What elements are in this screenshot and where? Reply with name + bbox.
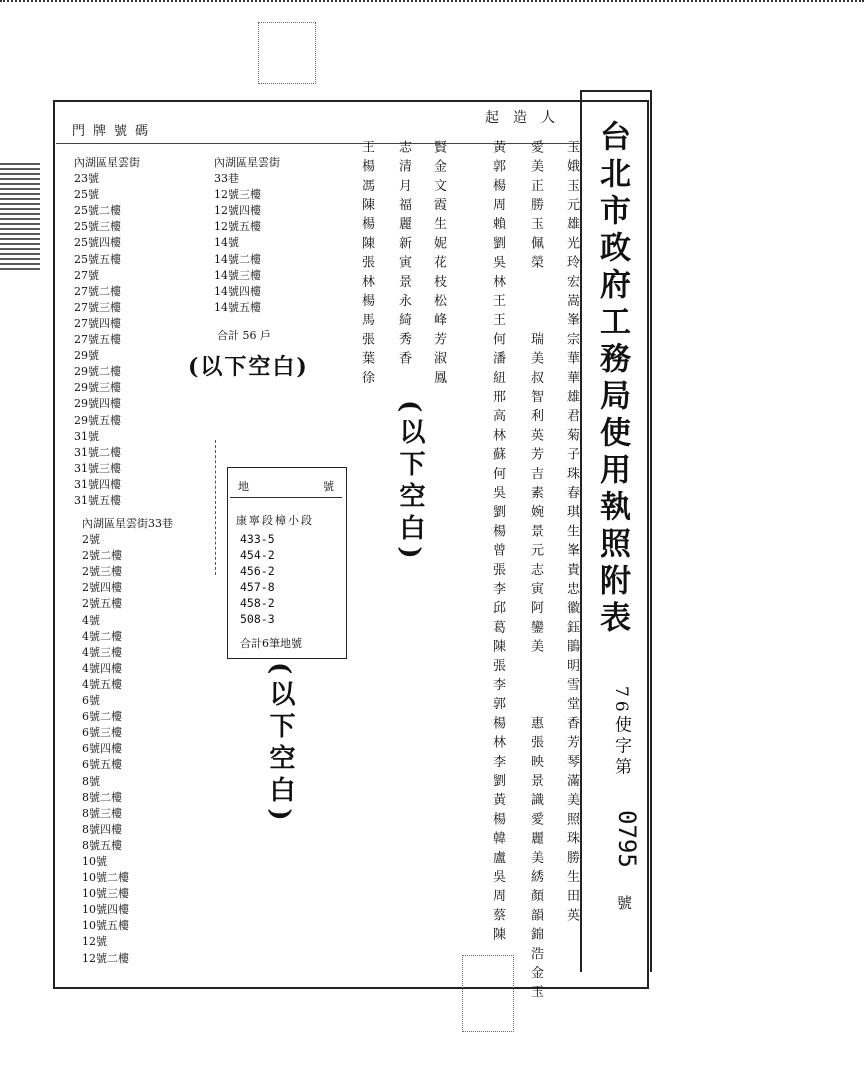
stamp-bottom xyxy=(462,955,514,1032)
address-line: 4號五樓 xyxy=(82,677,122,691)
address-line: 14號五樓 xyxy=(214,300,261,314)
blank-note-horizontal: (以下空白) xyxy=(188,354,309,380)
builder-column-6: 王楊馮陳楊陳張林楊馬張葉徐 xyxy=(359,140,374,390)
land-rows xyxy=(240,531,275,627)
land-number-row: 456-2 xyxy=(240,564,275,578)
address-line: 25號三樓 xyxy=(74,220,121,234)
address-line: 8號四樓 xyxy=(82,822,122,836)
builder-column-2: 愛美正勝玉佩榮 瑞美叔智利英芳吉素婉景元志寅阿鑾美 惠張映景識愛麗美綉顏韻錦浩金玉 xyxy=(528,140,543,1004)
address-line: 10號 xyxy=(82,854,107,868)
address-line: 4號二樓 xyxy=(82,629,122,643)
address-line: 6號三樓 xyxy=(82,726,122,740)
total-households: 合計 56 戶 xyxy=(217,329,271,342)
blank-note-vertical-2: (以下空白) xyxy=(395,400,425,565)
address-line: 8號三樓 xyxy=(82,806,122,820)
address-line: 31號五樓 xyxy=(74,493,121,507)
top-scan-edge xyxy=(0,0,864,6)
address-line: 6號四樓 xyxy=(82,742,122,756)
address-line: 12號五樓 xyxy=(214,220,261,234)
address-line: 12號二樓 xyxy=(82,951,129,965)
address-line: 25號 xyxy=(74,188,99,202)
address-line: 12號三樓 xyxy=(214,188,261,202)
builder-column-1: 玉娥玉元雄光玲宏嵩峯宗華華雄君菊子珠春琪生峯貴忠徽鈺鵑明雪堂香芳琴滿美照珠勝生田英 xyxy=(564,140,579,928)
left-scan-mark xyxy=(0,160,40,270)
address-line: 2號五樓 xyxy=(82,597,122,611)
address-line: 8號五樓 xyxy=(82,838,122,852)
address-line: 4號四樓 xyxy=(82,661,122,675)
permit-suffix: 號 xyxy=(617,894,633,912)
address-line: 14號二樓 xyxy=(214,252,261,266)
address-line: 12號 xyxy=(82,935,107,949)
land-total: 合計6筆地號 xyxy=(240,637,302,650)
address-line: 29號四樓 xyxy=(74,397,121,411)
land-header-right: 號 xyxy=(323,480,334,493)
address-line: 8號 xyxy=(82,774,100,788)
builder-column-3: 黃郭楊周賴劉吳林王王何潘紐邢高林蘇何吳劉楊曾張李邱葛陳張李郭楊林李劉黃楊韓盧吳周蔡陳 xyxy=(490,140,505,947)
land-number-row: 508-3 xyxy=(240,612,275,626)
land-number-table xyxy=(227,467,347,659)
address-line: 10號三樓 xyxy=(82,887,129,901)
address-line: 10號五樓 xyxy=(82,919,129,933)
address-line: 14號三樓 xyxy=(214,268,261,282)
address-line: 31號 xyxy=(74,429,99,443)
address-line: 2號 xyxy=(82,533,100,547)
address-line: 內湖區星雲街 xyxy=(74,156,140,169)
address-column-3 xyxy=(82,516,173,967)
permit-number: 0795 xyxy=(613,810,641,868)
address-column-2 xyxy=(214,155,280,316)
address-line: 29號二樓 xyxy=(74,365,121,379)
dashed-divider xyxy=(215,440,216,575)
land-number-row: 433-5 xyxy=(240,532,275,546)
address-line: 4號 xyxy=(82,613,100,627)
address-line: 2號二樓 xyxy=(82,549,122,563)
stamp-top xyxy=(258,22,316,84)
address-line: 內湖區星雲街 xyxy=(214,156,280,169)
land-number-row: 458-2 xyxy=(240,596,275,610)
address-line: 2號四樓 xyxy=(82,581,122,595)
address-line: 10號二樓 xyxy=(82,871,129,885)
land-header-rule xyxy=(230,497,342,498)
address-line: 6號二樓 xyxy=(82,710,122,724)
builder-column-5: 志清月福麗新寅景永綺秀香 xyxy=(396,140,411,371)
land-header-left: 地 xyxy=(238,480,249,493)
address-line: 4號三樓 xyxy=(82,645,122,659)
address-line: 25號五樓 xyxy=(74,252,121,266)
address-line: 31號四樓 xyxy=(74,477,121,491)
address-line: 31號二樓 xyxy=(74,445,121,459)
address-line: 14號四樓 xyxy=(214,284,261,298)
address-line: 29號 xyxy=(74,349,99,363)
address-line: 25號四樓 xyxy=(74,236,121,250)
address-line: 8號二樓 xyxy=(82,790,122,804)
document-title: 台北市政府工務局使用執照附表 xyxy=(594,120,630,638)
address-line: 27號五樓 xyxy=(74,333,121,347)
land-number-row: 454-2 xyxy=(240,548,275,562)
address-line: 2號三樓 xyxy=(82,565,122,579)
address-line: 6號 xyxy=(82,694,100,708)
address-line: 10號四樓 xyxy=(82,903,129,917)
builder-column-4: 賢金文霞生妮花枝松峰芳淑鳳 xyxy=(431,140,446,390)
door-number-header: 門牌號碼 xyxy=(72,124,157,139)
address-line: 27號 xyxy=(74,268,99,282)
address-line: 27號三樓 xyxy=(74,300,121,314)
address-line: 內湖區星雲街33巷 xyxy=(82,517,173,530)
address-line: 23號 xyxy=(74,172,99,186)
address-line: 29號五樓 xyxy=(74,413,121,427)
blank-note-vertical-1: (以下空白) xyxy=(265,662,295,827)
builder-header: 起造人 xyxy=(485,110,569,126)
land-number-row: 457-8 xyxy=(240,580,275,594)
address-column-1 xyxy=(74,155,140,509)
address-line: 12號四樓 xyxy=(214,204,261,218)
address-line: 29號三樓 xyxy=(74,381,121,395)
address-line: 25號二樓 xyxy=(74,204,121,218)
address-line: 33巷 xyxy=(214,172,239,186)
land-subheader: 康寧段樟小段 xyxy=(236,514,314,527)
address-line: 6號五樓 xyxy=(82,758,122,772)
permit-prefix: 76使字第 xyxy=(611,686,631,779)
address-line: 27號四樓 xyxy=(74,316,121,330)
address-line: 27號二樓 xyxy=(74,284,121,298)
address-line: 14號 xyxy=(214,236,239,250)
address-line: 31號三樓 xyxy=(74,461,121,475)
